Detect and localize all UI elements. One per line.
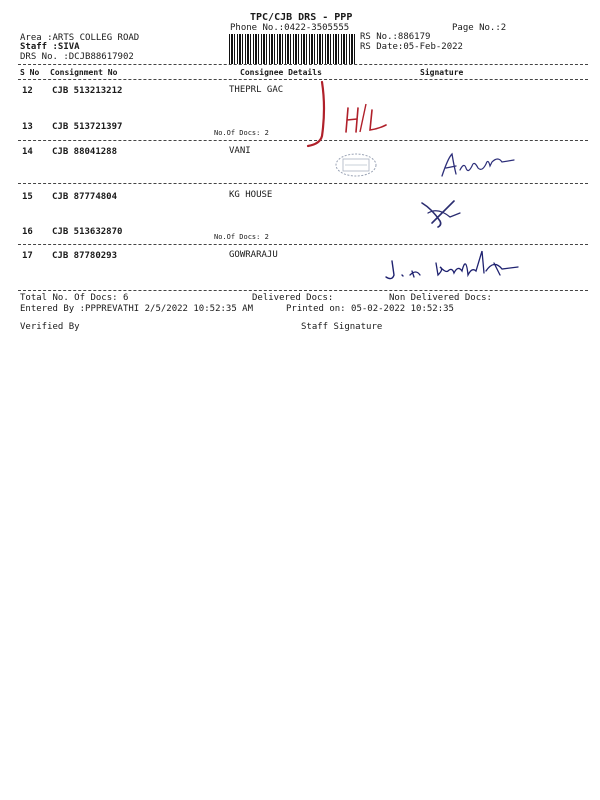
page-number: Page No.:2 — [452, 23, 507, 33]
row-consignment: CJB 513213212 — [52, 86, 123, 96]
barcode — [229, 34, 355, 64]
row-sno: 17 — [22, 251, 33, 261]
row-consignee: GOWRARAJU — [229, 250, 278, 260]
row-consignment: CJB 513721397 — [52, 122, 123, 132]
drs-number: DRS No. :DCJB88617902 — [20, 52, 134, 62]
staff-signature-label: Staff Signature — [301, 322, 383, 332]
row-consignment: CJB 87780293 — [52, 251, 118, 261]
row-sno: 16 — [22, 227, 33, 237]
row-consignee: KG HOUSE — [229, 190, 273, 200]
divider — [18, 290, 588, 291]
divider — [18, 183, 588, 184]
document-title: TPC/CJB DRS - PPP — [250, 12, 353, 23]
row-sno: 15 — [22, 192, 33, 202]
col-consignee: Consignee Details — [240, 68, 322, 77]
rs-number: RS No.:886179 — [360, 32, 431, 42]
row-sno: 13 — [22, 122, 33, 132]
company-seal-stamp — [333, 150, 379, 180]
divider — [18, 64, 588, 65]
handwritten-cross-mark-row15 — [414, 195, 470, 231]
non-delivered-docs: Non Delivered Docs: — [389, 293, 492, 303]
entered-by: Entered By :PPPREVATHI 2/5/2022 10:52:35 AM — [20, 304, 253, 314]
handwritten-signature-row14 — [438, 148, 518, 182]
verified-by: Verified By — [20, 322, 80, 332]
total-docs: Total No. Of Docs: 6 — [20, 293, 129, 303]
row-docs-count: No.Of Docs: 2 — [214, 129, 269, 137]
row-docs-count: No.Of Docs: 2 — [214, 233, 269, 241]
rs-date: RS Date:05-Feb-2022 — [360, 42, 463, 52]
staff-label: Staff :SIVA — [20, 42, 80, 52]
col-consignment: Consignment No — [50, 68, 118, 77]
row-consignee: VANI — [229, 146, 251, 156]
delivered-docs: Delivered Docs: — [252, 293, 334, 303]
row-sno: 12 — [22, 86, 33, 96]
area-label: Area :ARTS COLLEG ROAD — [20, 33, 140, 43]
col-sno: S No — [20, 68, 40, 77]
row-consignment: CJB 513632870 — [52, 227, 123, 237]
phone-number: Phone No.:0422-3505555 — [230, 23, 350, 33]
printed-on: Printed on: 05-02-2022 10:52:35 — [286, 304, 454, 314]
col-signature: Signature — [420, 68, 464, 77]
row-consignment: CJB 88041288 — [52, 147, 118, 157]
row-consignment: CJB 87774804 — [52, 192, 118, 202]
row-sno: 14 — [22, 147, 33, 157]
handwritten-bracket-signature — [300, 78, 400, 150]
handwritten-signature-row17 — [382, 245, 532, 285]
row-consignee: THEPRL GAC — [229, 85, 284, 95]
